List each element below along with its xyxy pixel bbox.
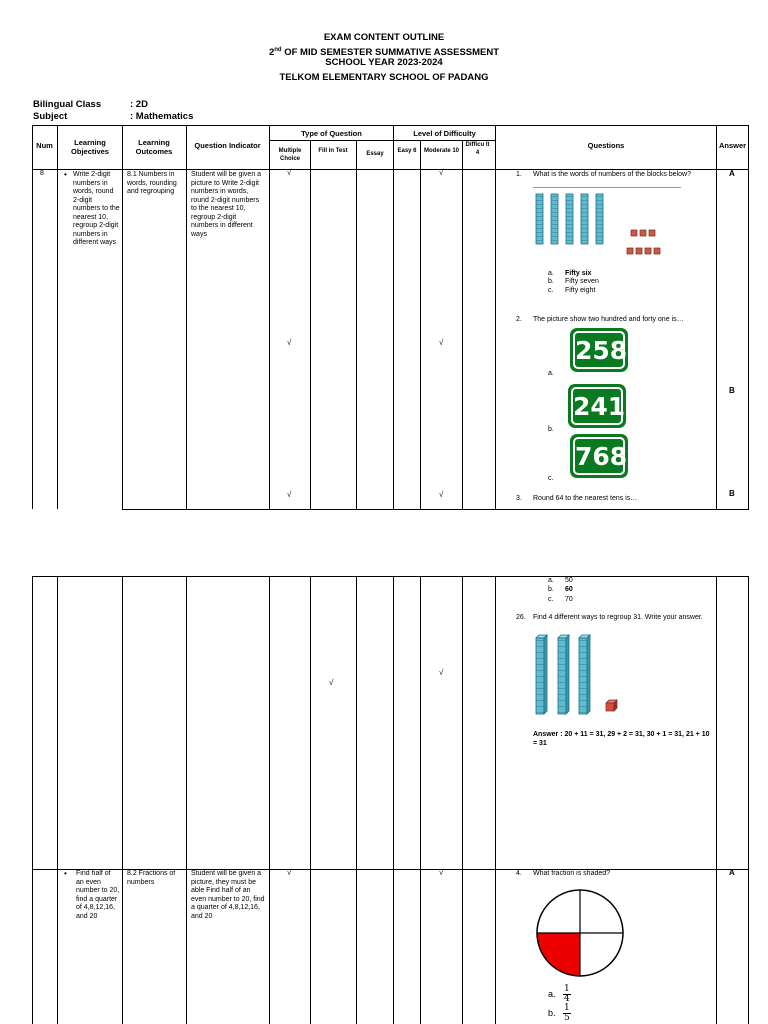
option-a: a. $\frac{1}{4}$: [548, 984, 570, 1004]
col-questions: Questions: [587, 141, 625, 150]
option-b: 60: [565, 586, 573, 593]
option-b: b. $\frac{1}{5}$: [548, 1003, 570, 1023]
learning-objective: Find half of an even number to 20, find a quarter of 4,8,12,16, and 20: [76, 870, 120, 920]
question-text: What is the words of numbers of the blocks below?: [533, 171, 691, 178]
option-a: Fifty six: [565, 270, 592, 277]
document-title: EXAM CONTENT OUTLINE: [323, 32, 445, 43]
col-level: Level of Difficulty: [413, 129, 476, 138]
question-text: The picture show two hundred and forty one is…: [533, 316, 684, 323]
subject-value: : Mathematics: [130, 111, 194, 122]
question-text: Find 4 different ways to regroup 31. Write your answer.: [533, 614, 703, 621]
base-ten-blocks-56: [535, 192, 680, 264]
col-type: Type of Question: [301, 129, 362, 138]
unit-cube: [606, 700, 617, 711]
col-difficult: Difficu lt 4: [465, 142, 490, 156]
col-moderate: Moderate 10: [423, 148, 459, 154]
question-text: Round 64 to the nearest tens is…: [533, 495, 638, 502]
answer-text: Answer : 20 + 11 = 31, 29 + 2 = 31, 30 + 1 = 31, 21 + 10 = 31: [533, 731, 710, 747]
option-c: 70: [565, 596, 573, 603]
number-sign-258: 258: [570, 328, 628, 372]
col-fill: Fill in Test: [318, 148, 348, 154]
check-mark: √: [287, 868, 292, 877]
answer-key: B: [729, 489, 735, 498]
school-year: SCHOOL YEAR 2023-2024: [325, 57, 443, 68]
number-sign-241: 241: [568, 384, 626, 428]
check-mark: √: [439, 338, 444, 347]
base-ten-blocks-31: [534, 634, 624, 716]
col-num: Num: [36, 141, 53, 150]
check-mark: √: [287, 338, 292, 347]
check-mark: √: [329, 678, 334, 687]
check-mark: √: [439, 168, 444, 177]
question-number: 1.: [516, 171, 522, 178]
col-easy: Easy 6: [397, 148, 417, 154]
answer-key: A: [729, 169, 735, 178]
bullet: •: [64, 869, 67, 878]
option-a: 50: [565, 577, 573, 584]
class-label: Bilingual Class: [33, 99, 102, 110]
col-essay: Essay: [366, 151, 384, 157]
option-c: Fifty eight: [565, 287, 596, 294]
answer-key: B: [729, 386, 735, 395]
col-outcomes: Learning Outcomes: [135, 138, 173, 156]
learning-outcome: 8.1 Numbers in words, rounding and regrouping: [127, 171, 177, 195]
row-num: 8: [40, 170, 44, 177]
question-indicator: Student will be given a picture to Write 2-digit numbers in words, round 2-digit numbers to the nearest 10, regroup 2-digit numbers in different ways: [191, 171, 262, 238]
bullet: •: [64, 170, 67, 179]
col-indicator: Question Indicator: [194, 141, 261, 150]
question-indicator: Student will be given a picture, they must be able Find half of an even number to 20, find a quarter of 4,8,12,16, and 20: [191, 870, 265, 920]
learning-objective: Write 2-digit numbers in words, round 2-digit numbers to the nearest 10, regroup 2-digit numbers in different ways: [73, 171, 120, 246]
check-mark: √: [439, 668, 444, 677]
question-number: 26.: [516, 614, 526, 621]
ten-rod: [536, 194, 603, 244]
fraction-circle: [533, 886, 627, 980]
school-name: TELKOM ELEMENTARY SCHOOL OF PADANG: [279, 72, 489, 83]
subject-label: Subject: [33, 111, 68, 122]
check-mark: √: [439, 868, 444, 877]
question-number: 2.: [516, 316, 522, 323]
check-mark: √: [287, 490, 292, 499]
col-answer: Answer: [718, 141, 747, 150]
question-number: 4.: [516, 870, 522, 877]
ten-rod: [536, 635, 590, 714]
unit-cubes: [627, 230, 660, 254]
number-sign-768: 768: [570, 434, 628, 478]
col-multiple: Multiple Choice: [278, 148, 302, 162]
question-number: 3.: [516, 495, 522, 502]
option-b: Fifty seven: [565, 278, 599, 285]
answer-key: A: [729, 868, 735, 877]
learning-outcome: 8.2 Fractions of numbers: [127, 870, 176, 886]
check-mark: √: [287, 168, 292, 177]
check-mark: √: [439, 490, 444, 499]
class-value: : 2D: [130, 99, 148, 110]
col-objectives: Learning Objectives: [71, 138, 109, 156]
assessment-title: 2nd OF MID SEMESTER SUMMATIVE ASSESSMENT: [268, 47, 500, 59]
question-text: What fraction is shaded?: [533, 870, 611, 877]
